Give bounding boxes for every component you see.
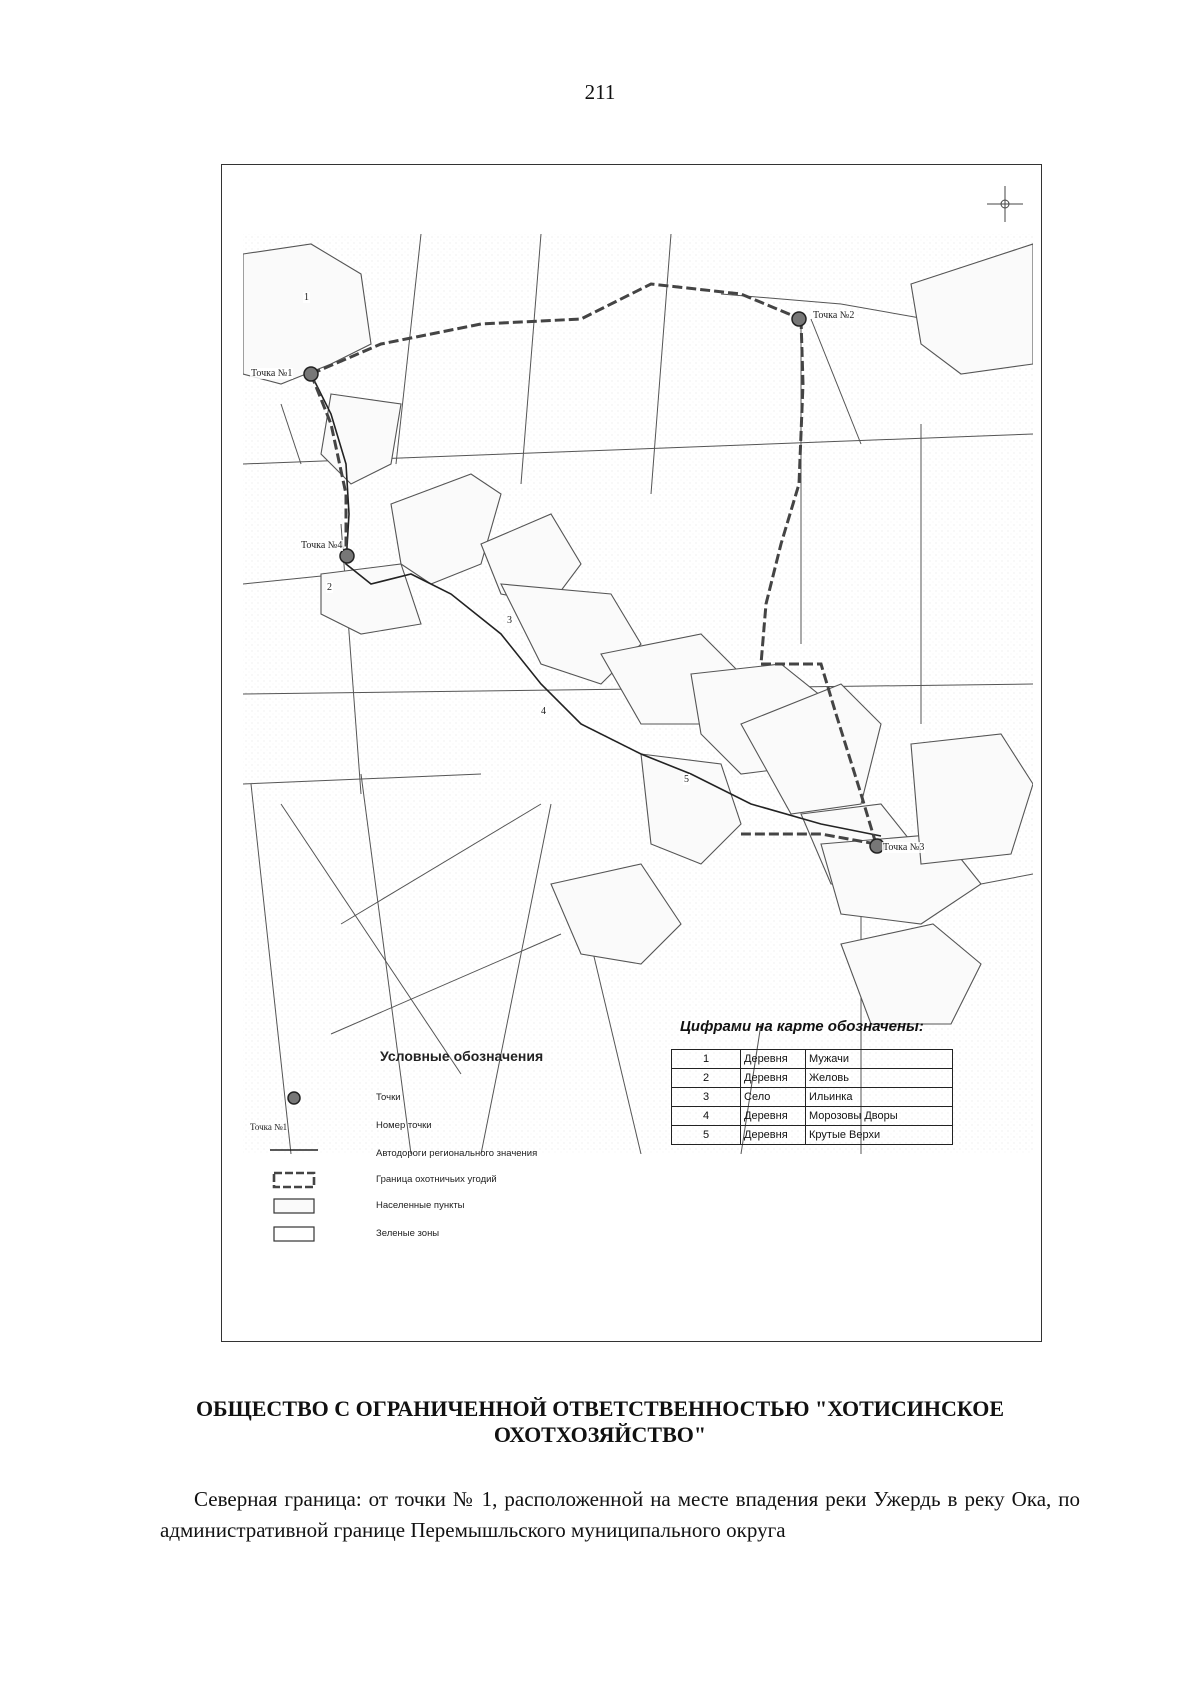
village-type: Село [741, 1088, 806, 1107]
legend-label: Номер точки [376, 1120, 432, 1131]
boundary-line-icon [270, 1170, 318, 1190]
table-row [672, 1088, 953, 1107]
table-row [672, 1107, 953, 1126]
point-number-sample: Точка №1 [250, 1122, 288, 1132]
legend-item-points [250, 1088, 650, 1112]
area-number-1: 1 [304, 292, 309, 303]
organization-heading [100, 1396, 1100, 1448]
green-zone-icon [270, 1224, 318, 1244]
point-label-2: Точка №2 [813, 310, 855, 321]
legend-item-boundary [250, 1170, 650, 1194]
table-row [672, 1069, 953, 1088]
village-type: Деревня [741, 1107, 806, 1126]
compass-rose-icon [985, 184, 1025, 224]
village-name: Желовь [806, 1069, 953, 1088]
heading-line-1: ОБЩЕСТВО С ОГРАНИЧЕННОЙ ОТВЕТСТВЕННОСТЬЮ "ХОТИСИНСКОЕ [195, 1396, 1005, 1421]
table-row [672, 1126, 953, 1145]
legend-item-settlements [250, 1196, 650, 1220]
village-type: Деревня [741, 1050, 806, 1069]
point-marker-1 [304, 367, 318, 381]
legend-label: Граница охотничьих угодий [376, 1174, 497, 1185]
village-number: 5 [672, 1126, 741, 1145]
boundary-description [160, 1484, 1080, 1546]
page-number: 211 [584, 80, 616, 104]
point-label-4: Точка №4 [301, 540, 343, 551]
legend-item-roads [250, 1144, 650, 1168]
area-number-3: 3 [507, 615, 512, 626]
village-number: 3 [672, 1088, 741, 1107]
area-number-4: 4 [541, 706, 546, 717]
village-number: 2 [672, 1069, 741, 1088]
village-name: Ильинка [806, 1088, 953, 1107]
road-line-icon [270, 1144, 318, 1164]
settlement-area-icon [270, 1196, 318, 1216]
hunting-grounds-map [221, 164, 1042, 1164]
point-label-3: Точка №3 [883, 842, 925, 853]
point-label-1: Точка №1 [251, 368, 293, 379]
legend-label: Населенные пункты [376, 1200, 465, 1211]
village-name: Крутые Верхи [806, 1126, 953, 1145]
point-symbol-icon [270, 1088, 318, 1108]
point-marker-4 [340, 549, 354, 563]
paragraph-text: Северная граница: от точки № 1, расположенной на месте впадения реки Ужердь в реку Ока, по административной границе Перемышльского муниципального округа [160, 1487, 1080, 1542]
village-name: Мужачи [806, 1050, 953, 1069]
area-number-2: 2 [327, 582, 332, 593]
heading-line-2: ОХОТХОЗЯЙСТВО" [493, 1422, 707, 1447]
legend-title: Условные обозначения [380, 1048, 544, 1064]
table-row [672, 1050, 953, 1069]
map-body [243, 234, 1033, 1154]
villages-title: Цифрами на карте обозначены: [680, 1018, 924, 1035]
legend-label: Зеленые зоны [376, 1228, 440, 1239]
villages-table [671, 1049, 953, 1145]
legend-label: Автодороги регионального значения [376, 1148, 538, 1159]
point-marker-2 [792, 312, 806, 326]
village-number: 1 [672, 1050, 741, 1069]
legend-item-point-number [250, 1116, 650, 1140]
area-number-5: 5 [684, 774, 689, 785]
legend-item-green-zones [250, 1224, 650, 1248]
legend-label: Точки [376, 1092, 401, 1103]
village-type: Деревня [741, 1126, 806, 1145]
village-number: 4 [672, 1107, 741, 1126]
village-name: Морозовы Дворы [806, 1107, 953, 1126]
village-type: Деревня [741, 1069, 806, 1088]
